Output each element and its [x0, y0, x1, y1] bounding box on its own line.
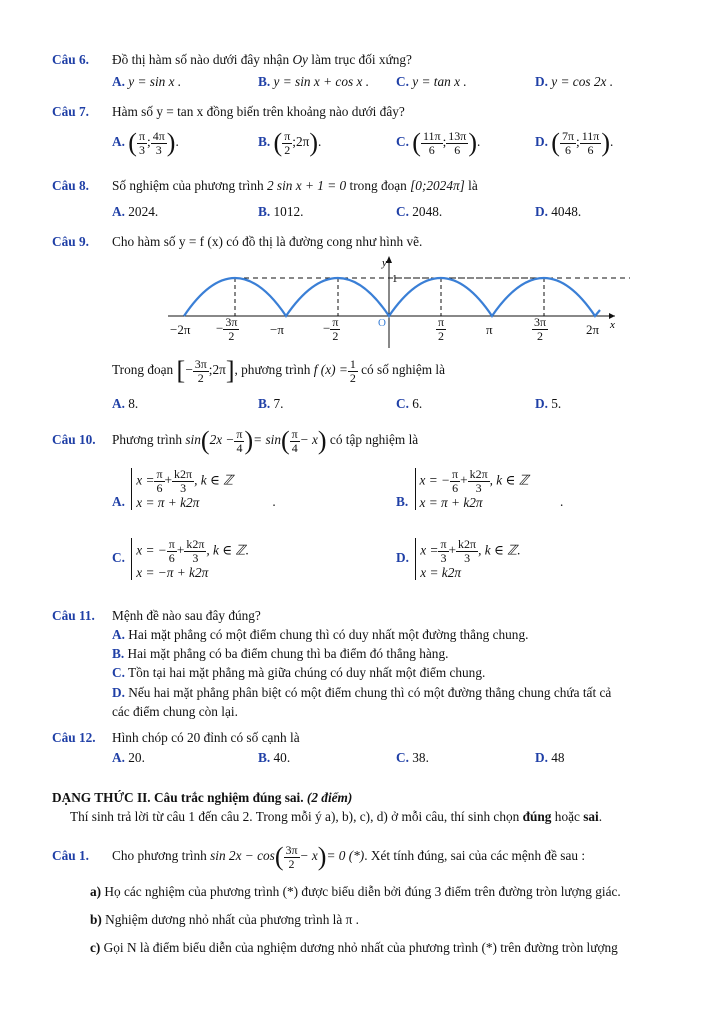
q12-option-a[interactable]: A. 20. [112, 750, 145, 765]
origin-label: O [378, 317, 386, 329]
tick-neg-3pi2: − $\frac{3\pi}{2}$ [216, 315, 238, 343]
q9-stem: Câu 9. Cho hàm số y = f (x) có đồ thị là đường cong như hình vẽ. [52, 234, 423, 249]
s2-q1-stem: Câu 1. Cho phương trình sin 2x − cos( $\frac{3\pi}{2}$ − x)= 0 (*). Xét tính đúng, sai của các mệnh đề sau : [52, 842, 586, 871]
x-axis-label: x [610, 319, 615, 331]
q6-option-c[interactable]: C. y = tan x . [396, 74, 467, 89]
y-axis-label: y [382, 257, 387, 269]
q9-option-c[interactable]: C. 6. [396, 396, 423, 411]
q8-option-b[interactable]: B. 1012. [258, 204, 304, 219]
q12-option-c[interactable]: C. 38. [396, 750, 429, 765]
q12-option-b[interactable]: B. 40. [258, 750, 291, 765]
tick-2pi: 2π [586, 322, 600, 337]
q8-option-d[interactable]: D. 4048. [535, 204, 582, 219]
q10-option-b[interactable]: B. x = − $\frac{\pi}{6}$ + $\frac{k2\pi}{3}$ , k ∈ ℤ x = π + k2π . [396, 467, 564, 510]
q9-number: Câu 9. [52, 234, 89, 249]
q6-number: Câu 6. [52, 52, 89, 67]
q9-option-b[interactable]: B. 7. [258, 396, 284, 411]
section-2-title: DẠNG THỨC II. Câu trắc nghiệm đúng sai. (2 điểm) [52, 790, 353, 805]
tick-neg-pi: −π [270, 322, 284, 337]
q6-option-b[interactable]: B. y = sin x + cos x . [258, 74, 370, 89]
q10-option-d[interactable]: D. x = $\frac{\pi}{3}$ + $\frac{k2\pi}{3}$ , k ∈ ℤ. x = k2π [396, 537, 521, 580]
q9-option-a[interactable]: A. 8. [112, 396, 139, 411]
q7-number: Câu 7. [52, 104, 89, 119]
q7-option-b[interactable]: B. ( $\frac{\pi}{2}$ ;2π). [258, 128, 322, 157]
q8-option-c[interactable]: C. 2048. [396, 204, 443, 219]
q10-option-a[interactable]: A. x = $\frac{\pi}{6}$ + $\frac{k2\pi}{3}$ , k ∈ ℤ x = π + k2π . [112, 467, 276, 510]
q11-option-d-continued: các điểm chung còn lại. [112, 704, 238, 719]
q9-option-d[interactable]: D. 5. [535, 396, 562, 411]
q7-stem: Câu 7. Hàm số y = tan x đồng biến trên khoảng nào dưới đây? [52, 104, 405, 119]
q10-option-c[interactable]: C. x = − $\frac{\pi}{6}$ + $\frac{k2\pi}{3}$ , k ∈ ℤ. x = −π + k2π [112, 537, 249, 580]
section-2-instructions: Thí sinh trả lời từ câu 1 đến câu 2. Trong mỗi ý a), b), c), d) ở mỗi câu, thí sinh chọn đúng hoặc sai. [70, 809, 603, 824]
q11-stem: Câu 11. Mệnh đề nào sau đây đúng? [52, 608, 261, 623]
s2-q1-number: Câu 1. [52, 848, 89, 864]
q8-stem: Câu 8. Số nghiệm của phương trình 2 sin x + 1 = 0 trong đoạn [0;2024π] là [52, 178, 478, 193]
q11-option-c[interactable]: C. Tồn tại hai mặt phẳng mà giữa chúng có duy nhất một điểm chung. [112, 665, 486, 680]
q8-number: Câu 8. [52, 178, 89, 193]
tick-neg-pi2: − $\frac{\pi}{2}$ [323, 315, 339, 343]
q12-stem: Câu 12. Hình chóp có 20 đỉnh có số cạnh là [52, 730, 300, 745]
q11-option-b[interactable]: B. Hai mặt phẳng có ba điểm chung thì ba điểm đó thẳng hàng. [112, 646, 449, 661]
q12-option-d[interactable]: D. 48 [535, 750, 565, 765]
tick-3pi2: $\frac{3\pi}{2}$ [534, 315, 547, 343]
q6-option-d[interactable]: D. y = cos 2x . [535, 74, 614, 89]
q11-option-a[interactable]: A. Hai mặt phẳng có một điểm chung thì có duy nhất một đường thẳng chung. [112, 627, 529, 642]
q7-option-c[interactable]: C. ( $\frac{11\pi}{6}$ ; $\frac{13\pi}{6}$ ). [396, 128, 481, 157]
q11-option-d[interactable]: D. Nếu hai mặt phẳng phân biệt có một điểm chung thì có một đường thẳng chung chứa tất cả [112, 685, 612, 700]
tick-neg-2pi: −2π [170, 322, 191, 337]
q7-option-d[interactable]: D. ( $\frac{7\pi}{6}$ ; $\frac{11\pi}{6}$ ). [535, 128, 614, 157]
q10-number: Câu 10. [52, 432, 96, 448]
s2-q1-item-a[interactable]: a) Họ các nghiệm của phương trình (*) được biểu diễn bởi đúng 3 điểm trên đường tròn lượng giác. [90, 884, 621, 899]
q8-option-a[interactable]: A. 2024. [112, 204, 159, 219]
y-axis-arrow [386, 256, 392, 263]
s2-q1-item-c[interactable]: c) Gọi N là điểm biểu diễn của nghiệm dương nhỏ nhất của phương trình (*) trên đường tròn lượng [90, 940, 618, 955]
q9-question: Trong đoạn [− $\frac{3\pi}{2}$ ;2π], phương trình f (x) = $\frac{1}{2}$ có số nghiệm là [112, 356, 445, 385]
tick-pi: π [486, 322, 493, 337]
s2-q1-item-b[interactable]: b) Nghiệm dương nhỏ nhất của phương trình là π . [90, 912, 359, 927]
q6-stem: Câu 6. Đồ thị hàm số nào dưới đây nhận Oy làm trục đối xứng? [52, 52, 412, 67]
q6-option-a[interactable]: A. y = sin x . [112, 74, 182, 89]
tick-pi2: $\frac{\pi}{2}$ [438, 315, 445, 343]
q11-number: Câu 11. [52, 608, 95, 623]
q7-option-a[interactable]: A. ( $\frac{\pi}{3}$ ; $\frac{4\pi}{3}$ ). [112, 128, 179, 157]
one-label: 1 [392, 273, 398, 285]
q10-stem: Câu 10. Phương trình sin(2x − $\frac{\pi}{4}$ )= sin( $\frac{\pi}{4}$ − x) có tập nghiệm là [52, 426, 419, 455]
q12-number: Câu 12. [52, 730, 96, 745]
